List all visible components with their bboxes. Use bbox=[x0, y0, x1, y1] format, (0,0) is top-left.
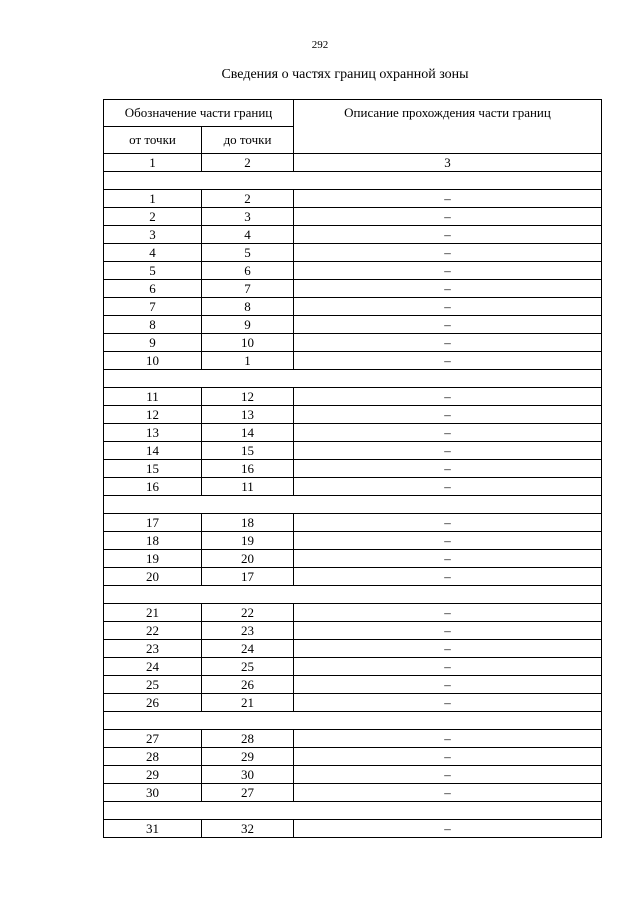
to-point-cell: 8 bbox=[202, 298, 294, 316]
from-point-cell: 23 bbox=[104, 640, 202, 658]
group-separator-row bbox=[104, 712, 602, 730]
description-cell: – bbox=[294, 334, 602, 352]
to-point-cell: 7 bbox=[202, 280, 294, 298]
to-point-cell: 17 bbox=[202, 568, 294, 586]
description-cell: – bbox=[294, 388, 602, 406]
document-title: Сведения о частях границ охранной зоны bbox=[221, 67, 469, 82]
description-cell: – bbox=[294, 568, 602, 586]
to-point-cell: 9 bbox=[202, 316, 294, 334]
table-row bbox=[104, 424, 602, 442]
to-point-cell: 22 bbox=[202, 604, 294, 622]
description-header: Описание прохождения части границ bbox=[294, 100, 602, 154]
from-point-header: от точки bbox=[104, 127, 202, 154]
to-point-cell: 18 bbox=[202, 514, 294, 532]
from-point-cell: 26 bbox=[104, 694, 202, 712]
table-row bbox=[104, 442, 602, 460]
to-point-cell: 19 bbox=[202, 532, 294, 550]
table-row bbox=[104, 226, 602, 244]
table-row bbox=[104, 820, 602, 838]
to-point-cell: 11 bbox=[202, 478, 294, 496]
description-cell: – bbox=[294, 820, 602, 838]
description-cell: – bbox=[294, 748, 602, 766]
to-point-cell: 4 bbox=[202, 226, 294, 244]
table-row bbox=[104, 316, 602, 334]
description-cell: – bbox=[294, 532, 602, 550]
description-cell: – bbox=[294, 784, 602, 802]
to-point-cell: 16 bbox=[202, 460, 294, 478]
description-cell: – bbox=[294, 694, 602, 712]
from-point-cell: 10 bbox=[104, 352, 202, 370]
from-point-cell: 31 bbox=[104, 820, 202, 838]
page-number: 292 bbox=[311, 39, 329, 51]
table-row bbox=[104, 532, 602, 550]
table-row bbox=[104, 658, 602, 676]
table-row bbox=[104, 748, 602, 766]
table-row bbox=[104, 298, 602, 316]
description-cell: – bbox=[294, 676, 602, 694]
column-number: 2 bbox=[202, 154, 294, 172]
table-row bbox=[104, 334, 602, 352]
from-point-cell: 11 bbox=[104, 388, 202, 406]
to-point-cell: 25 bbox=[202, 658, 294, 676]
description-cell: – bbox=[294, 406, 602, 424]
to-point-cell: 27 bbox=[202, 784, 294, 802]
table-row bbox=[104, 676, 602, 694]
group-separator-cell bbox=[104, 712, 602, 730]
from-point-cell: 3 bbox=[104, 226, 202, 244]
table-row bbox=[104, 352, 602, 370]
table-row bbox=[104, 514, 602, 532]
description-cell: – bbox=[294, 658, 602, 676]
description-cell: – bbox=[294, 244, 602, 262]
from-point-cell: 20 bbox=[104, 568, 202, 586]
description-cell: – bbox=[294, 730, 602, 748]
description-cell: – bbox=[294, 262, 602, 280]
to-point-cell: 13 bbox=[202, 406, 294, 424]
to-point-cell: 15 bbox=[202, 442, 294, 460]
description-cell: – bbox=[294, 640, 602, 658]
from-point-cell: 2 bbox=[104, 208, 202, 226]
description-cell: – bbox=[294, 766, 602, 784]
table-row bbox=[104, 208, 602, 226]
from-point-cell: 30 bbox=[104, 784, 202, 802]
from-point-cell: 21 bbox=[104, 604, 202, 622]
numbering-row bbox=[104, 154, 602, 172]
description-cell: – bbox=[294, 352, 602, 370]
from-point-cell: 16 bbox=[104, 478, 202, 496]
from-point-cell: 13 bbox=[104, 424, 202, 442]
from-point-cell: 18 bbox=[104, 532, 202, 550]
to-point-cell: 1 bbox=[202, 352, 294, 370]
description-cell: – bbox=[294, 316, 602, 334]
group-separator-cell bbox=[104, 172, 602, 190]
description-cell: – bbox=[294, 298, 602, 316]
table-row bbox=[104, 550, 602, 568]
from-point-cell: 4 bbox=[104, 244, 202, 262]
table-row bbox=[104, 388, 602, 406]
from-point-cell: 29 bbox=[104, 766, 202, 784]
header-row bbox=[104, 100, 602, 127]
designation-header: Обозначение части границ bbox=[104, 100, 294, 127]
to-point-cell: 32 bbox=[202, 820, 294, 838]
to-point-cell: 23 bbox=[202, 622, 294, 640]
table-row bbox=[104, 622, 602, 640]
description-cell: – bbox=[294, 424, 602, 442]
from-point-cell: 15 bbox=[104, 460, 202, 478]
to-point-cell: 5 bbox=[202, 244, 294, 262]
to-point-cell: 29 bbox=[202, 748, 294, 766]
column-number: 1 bbox=[104, 154, 202, 172]
group-separator-row bbox=[104, 586, 602, 604]
to-point-cell: 24 bbox=[202, 640, 294, 658]
description-cell: – bbox=[294, 208, 602, 226]
description-cell: – bbox=[294, 514, 602, 532]
table-row bbox=[104, 640, 602, 658]
group-separator-cell bbox=[104, 802, 602, 820]
to-point-header: до точки bbox=[202, 127, 294, 154]
group-separator-cell bbox=[104, 370, 602, 388]
table-row bbox=[104, 460, 602, 478]
to-point-cell: 21 bbox=[202, 694, 294, 712]
table-row bbox=[104, 730, 602, 748]
from-point-cell: 7 bbox=[104, 298, 202, 316]
description-cell: – bbox=[294, 190, 602, 208]
to-point-cell: 10 bbox=[202, 334, 294, 352]
table-row bbox=[104, 262, 602, 280]
description-cell: – bbox=[294, 604, 602, 622]
from-point-cell: 12 bbox=[104, 406, 202, 424]
to-point-cell: 30 bbox=[202, 766, 294, 784]
from-point-cell: 14 bbox=[104, 442, 202, 460]
to-point-cell: 28 bbox=[202, 730, 294, 748]
table-row bbox=[104, 766, 602, 784]
boundary-table-body bbox=[104, 100, 602, 838]
from-point-cell: 27 bbox=[104, 730, 202, 748]
table-row bbox=[104, 694, 602, 712]
from-point-cell: 17 bbox=[104, 514, 202, 532]
table-row bbox=[104, 478, 602, 496]
to-point-cell: 20 bbox=[202, 550, 294, 568]
from-point-cell: 1 bbox=[104, 190, 202, 208]
boundary-table bbox=[103, 99, 602, 838]
column-number: 3 bbox=[294, 154, 602, 172]
to-point-cell: 2 bbox=[202, 190, 294, 208]
table-row bbox=[104, 406, 602, 424]
to-point-cell: 12 bbox=[202, 388, 294, 406]
description-cell: – bbox=[294, 226, 602, 244]
to-point-cell: 14 bbox=[202, 424, 294, 442]
from-point-cell: 5 bbox=[104, 262, 202, 280]
description-cell: – bbox=[294, 460, 602, 478]
from-point-cell: 9 bbox=[104, 334, 202, 352]
group-separator-row bbox=[104, 370, 602, 388]
table-row bbox=[104, 280, 602, 298]
description-cell: – bbox=[294, 550, 602, 568]
group-separator-row bbox=[104, 496, 602, 514]
from-point-cell: 28 bbox=[104, 748, 202, 766]
from-point-cell: 8 bbox=[104, 316, 202, 334]
description-cell: – bbox=[294, 622, 602, 640]
from-point-cell: 22 bbox=[104, 622, 202, 640]
to-point-cell: 3 bbox=[202, 208, 294, 226]
group-separator-row bbox=[104, 172, 602, 190]
to-point-cell: 26 bbox=[202, 676, 294, 694]
description-cell: – bbox=[294, 442, 602, 460]
description-cell: – bbox=[294, 280, 602, 298]
from-point-cell: 6 bbox=[104, 280, 202, 298]
group-separator-cell bbox=[104, 586, 602, 604]
table-row bbox=[104, 244, 602, 262]
group-separator-row bbox=[104, 802, 602, 820]
from-point-cell: 19 bbox=[104, 550, 202, 568]
from-point-cell: 25 bbox=[104, 676, 202, 694]
table-row bbox=[104, 784, 602, 802]
description-cell: – bbox=[294, 478, 602, 496]
table-row bbox=[104, 604, 602, 622]
group-separator-cell bbox=[104, 496, 602, 514]
from-point-cell: 24 bbox=[104, 658, 202, 676]
table-row bbox=[104, 568, 602, 586]
to-point-cell: 6 bbox=[202, 262, 294, 280]
table-row bbox=[104, 190, 602, 208]
